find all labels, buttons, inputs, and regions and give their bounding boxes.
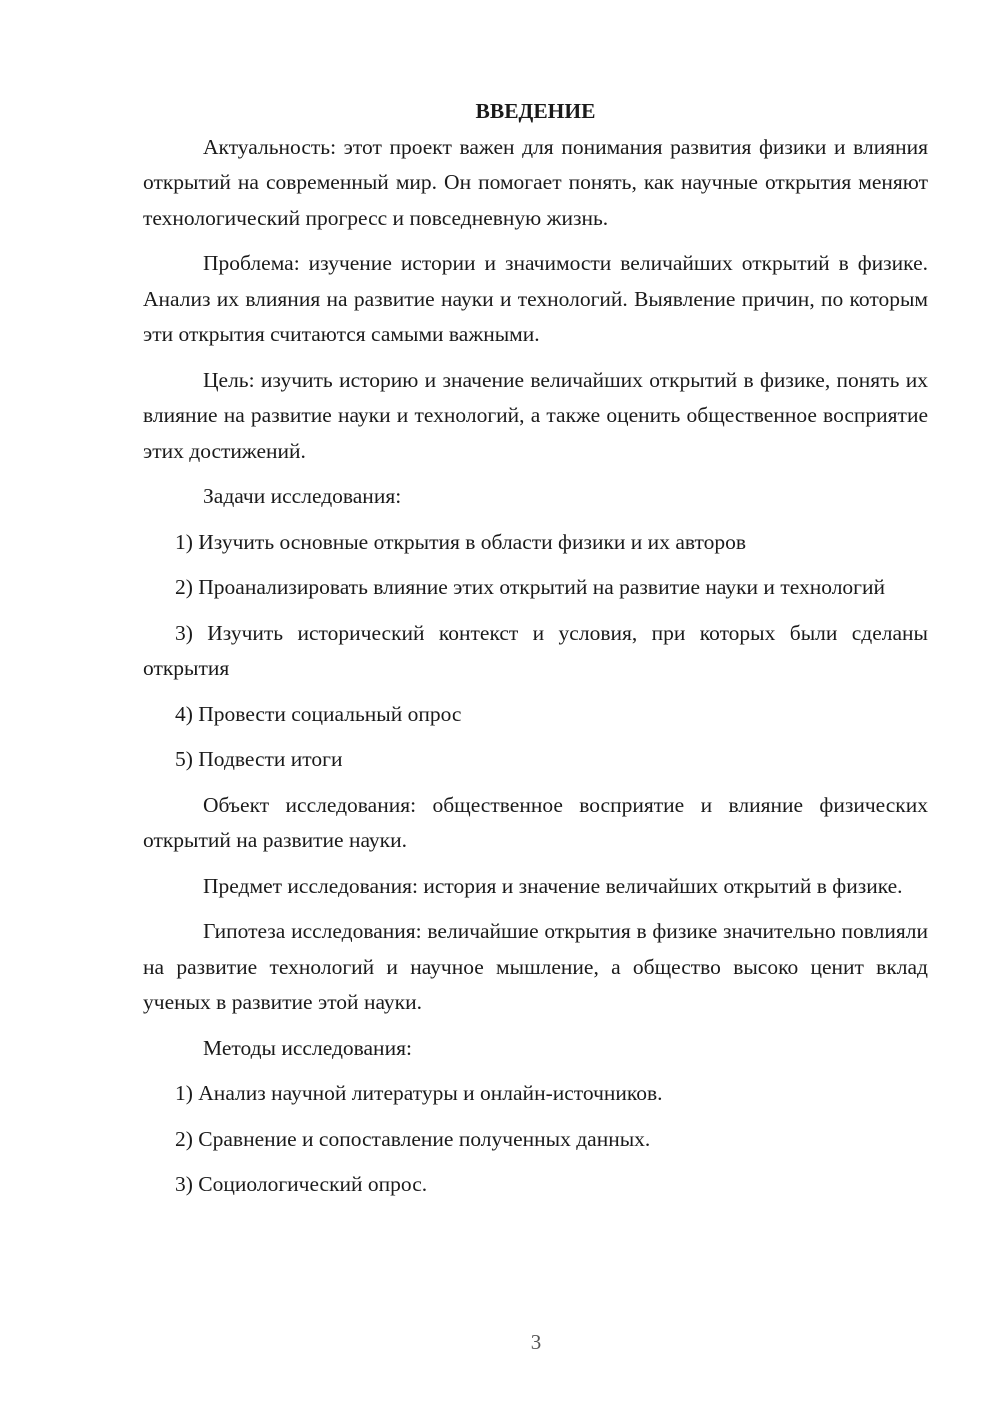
tasks-heading: Задачи исследования: [203,484,402,508]
task-item-3: 3) Изучить исторический контекст и условия, при которых были сделаны открытия [143,620,928,680]
task-item-5: 5) Подвести итоги [175,747,343,771]
paragraph-hypothesis: Гипотеза исследования: величайшие открытия в физике значительно повлияли на развитие технологий и научное мышление, а общество высоко ценит вклад ученых в развитие этой науки. [143,919,928,1014]
task-item-4: 4) Провести социальный опрос [175,701,462,726]
page-content [143,94,928,1213]
method-item-3: 3) Социологический опрос. [175,1172,428,1196]
task-item-1: 1) Изучить основные открытия в области физики и их авторов [175,529,746,554]
paragraph-object: Объект исследования: общественное восприятие и влияние физических открытий на развитие науки. [143,792,928,852]
method-item-2: 2) Сравнение и сопоставление полученных данных. [175,1126,651,1151]
paragraph-goal: Цель: изучить историю и значение величайших открытий в физике, понять их влияние на развитие науки и технологий, а также оценить общественное восприятие этих достижений. [143,367,928,463]
method-item-1: 1) Анализ научной литературы и онлайн-источников. [175,1081,663,1105]
task-item-2: 2) Проанализировать влияние этих открытий на развитие науки и технологий [175,575,886,599]
paragraph-subject: Предмет исследования: история и значение величайших открытий в физике. [203,873,903,898]
page-number: 3 [530,1330,542,1354]
page-title: ВВЕДЕНИЕ [475,99,596,123]
methods-heading: Методы исследования: [203,1035,412,1060]
paragraph-problem: Проблема: изучение истории и значимости величайших открытий в физике. Анализ их влияния на развитие науки и технологий. Выявление причин, по которым эти открытия считаются самыми важными. [143,251,928,346]
paragraph-relevance: Актуальность: этот проект важен для понимания развития физики и влияния открытий на современный мир. Он помогает понять, как научные открытия меняют технологический прогресс и повседневную жизнь. [143,134,928,230]
